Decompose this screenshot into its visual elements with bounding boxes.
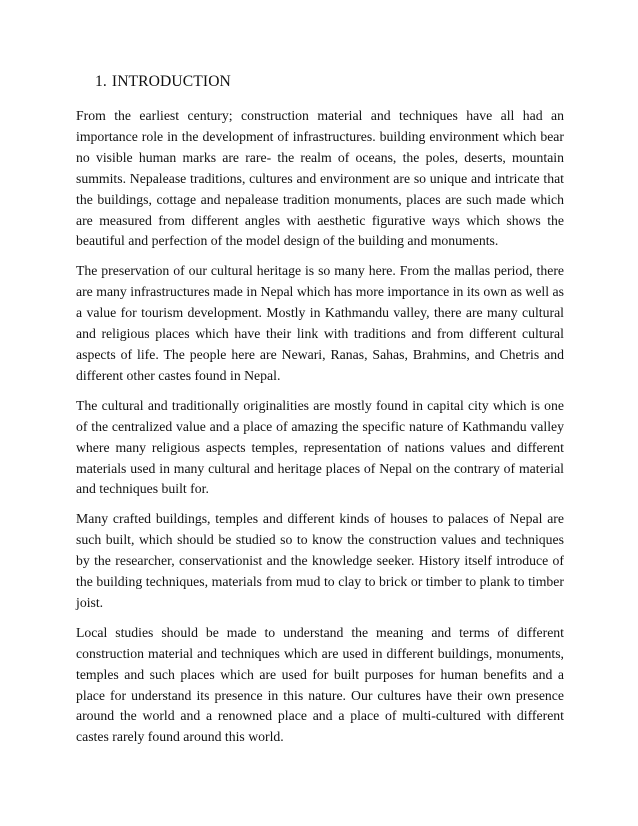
paragraph-4: Many crafted buildings, temples and different kinds of houses to palaces of Nepal are such built, which should be studied so to know the construction values and techniques by the researcher, conservationist and the knowledge seeker. History itself introduce of the building techniques, materials from mud to clay to brick or timber to plank to timber joist. [76, 511, 564, 610]
section-heading [95, 72, 564, 92]
paragraph-1: From the earliest century; construction material and techniques have all had an importance role in the development of infrastructures. building environment which bear no visible human marks are rare- the realm of oceans, the poles, deserts, mountain summits. Nepalease traditions, cultures and environment are so unique and intricate that the buildings, cottage and nepalease tradition monuments, places are such made which are measured from different angles with aesthetic figurative ways which shows the beautiful and perfection of the model design of the building and monuments. [76, 108, 564, 249]
paragraph-2: The preservation of our cultural heritage is so many here. From the mallas period, there are many infrastructures made in Nepal which has more importance in its own as well as a value for tourism development. Mostly in Kathmandu valley, there are many cultural and religious places which have their link with traditions and from different cultural aspects of life. The people here are Newari, Ranas, Sahas, Brahmins, and Chetris and different other castes found in Nepal. [76, 263, 564, 383]
section-title: INTRODUCTION [111, 73, 231, 90]
paragraph-5: Local studies should be made to understand the meaning and terms of different construction material and techniques which are used in different buildings, monuments, temples and such places which are used for built purposes for human benefits and a place for understand its presence in this nature. Our cultures have their own presence around the world and a renowned place and a place of multi-cultured with different castes rarely found around this world. [76, 624, 564, 745]
paragraph-3: The cultural and traditionally originalities are mostly found in capital city which is one of the centralized value and a place of amazing the specific nature of Kathmandu valley where many religious aspects temples, representation of nations values and different materials used in many cultural and heritage places of Nepal on the contrary of material and techniques built for. [76, 397, 564, 497]
section-number: 1. [95, 73, 107, 90]
